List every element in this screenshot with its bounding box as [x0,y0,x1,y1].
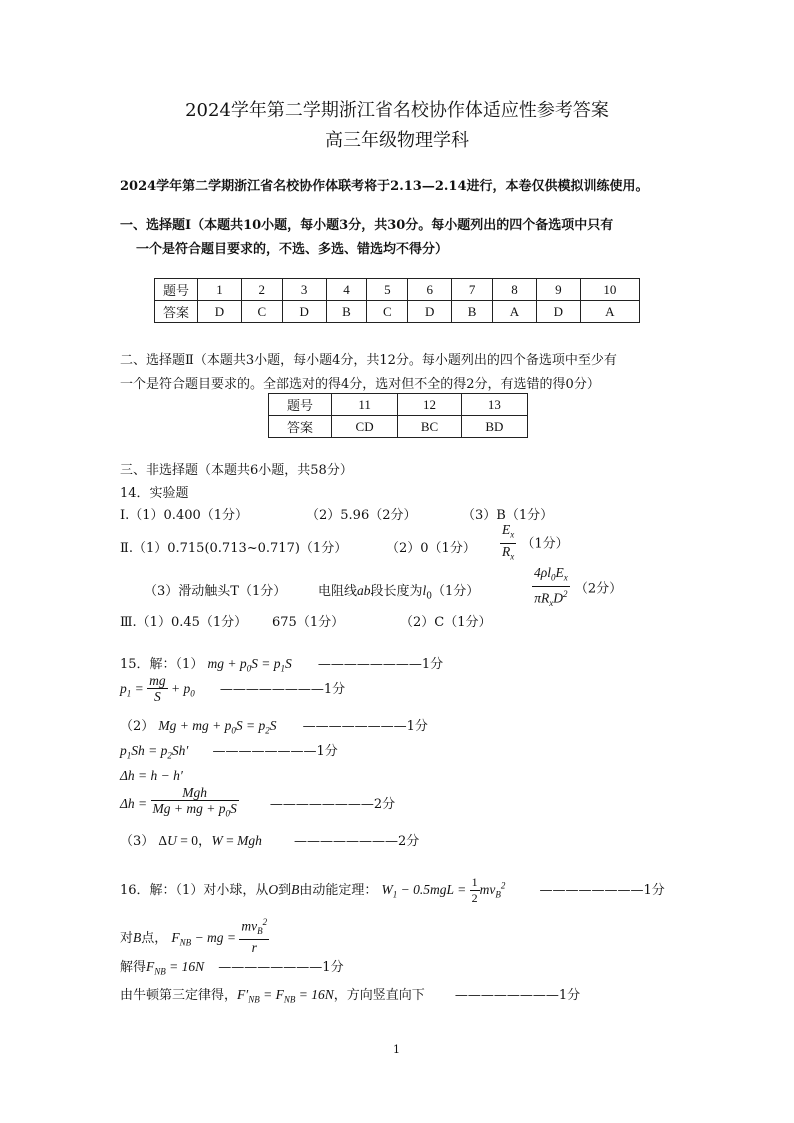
page-subtitle: 高三年级物理学科 [325,130,469,151]
q16-line3: 解得$F_{NB} = 16N$ ————————1分 [120,959,344,977]
answer-cell: A [493,301,537,323]
answer-cell: C [241,301,282,323]
question-number: 3 [282,279,326,301]
q15-line4: $p_1Sh = p_2Sh'$ ————————1分 [120,743,338,761]
q15-line7: （3） ΔU = 0，W = Mgh ————————2分 [120,833,420,849]
question-number: 8 [493,279,537,301]
q14-II-3-score: （2分） [574,581,623,597]
section2-heading-line1: 二、选择题Ⅱ（本题共3小题，每小题4分，共12分。每小题列出的四个备选项中至少有 [120,353,617,368]
answer-cell: BC [398,416,462,438]
q14-II-3-formula: $\frac{4\rho l_0E_x}{\pi R_xD^2}$ （2分） [534,565,623,608]
q16-line4: 由牛顿第三定律得，$F'_{NB} = F_{NB} = 16N$，方向竖直向下 ————————1分 [120,987,581,1005]
q14-III-3: （2）C（1分） [400,615,492,630]
q14-I-1: Ⅰ.（1）0.400（1分） [120,508,249,523]
table-row [155,301,640,323]
answer-cell: B [452,301,493,323]
section3-heading: 三、非选择题（本题共6小题，共58分） [120,463,353,478]
question-number: 12 [398,394,462,416]
q14-II-1: Ⅱ.（1）0.715(0.713~0.717)（1分） [120,541,348,556]
q14-III-1: Ⅲ.（1）0.45（1分） [120,615,248,630]
question-number: 5 [367,279,408,301]
section2-heading-line2: 一个是符合题目要求的。全部选对的得4分，选对但不全的得2分，有选错的得0分） [120,377,600,392]
question-number: 13 [461,394,527,416]
table-row [269,394,528,416]
question-number: 7 [452,279,493,301]
page-title: 2024学年第二学期浙江省名校协作体适应性参考答案 [185,100,609,121]
question-number: 1 [198,279,242,301]
section1-heading-line1: 一、选择题Ⅰ（本题共10小题，每小题3分，共30分。每小题列出的四个备选项中只有 [120,218,614,233]
q15-line6: Δh = $\frac{\text{Mgh}}{Mg + mg + p_0S}$ ————————2分 [120,785,396,819]
table-header-cell: 答案 [155,301,198,323]
section1-heading-line2: 一个是符合题目要求的，不选、多选、错选均不得分） [136,242,449,257]
answer-cell: B [326,301,367,323]
table-header-cell: 题号 [269,394,332,416]
q15-line2: $p_1$ = $\frac{mg}{S}$ + $p_0$ ————————1分 [120,673,346,704]
table-row [269,416,528,438]
question-number: 10 [580,279,639,301]
q14-title: 14．实验题 [120,486,189,501]
answer-cell: D [536,301,580,323]
section2-answer-table [268,393,528,438]
answer-cell: D [408,301,452,323]
section1-answer-table [154,278,640,323]
q14-II-3b: 电阻线ab段长度为$l_0(1$分） [318,583,480,602]
q14-II-2-formula: $\frac{E_x}{R_x}$ （1分） [502,522,569,562]
q15-line3: （2） Mg + mg + $p_0S = p_2S$ ————————1分 [120,718,428,736]
q14-II-2-score: （1分） [521,536,569,552]
answer-cell: D [282,301,326,323]
table-header-cell: 题号 [155,279,198,301]
page-number: 1 [393,1043,400,1056]
answer-cell: D [198,301,242,323]
exam-notice: 2024学年第二学期浙江省名校协作体联考将于2.13—2.14进行，本卷仅供模拟训练使用。 [120,179,649,194]
q15-line5: Δh = h − h′ [120,768,183,783]
answer-cell: A [580,301,639,323]
q15-line1: 15．解：（1） mg + $p_0S = p_1S$ ————————1分 [120,656,444,674]
q16-line1: 16．解：（1）对小球，从O到B由动能定理： $W_1 - 0.5mgL$ = $\frac{1}{2}$ $mv_B^2$ ————————1分 [120,875,665,905]
q14-I-3: （3）B（1分） [462,508,554,523]
q14-II-3: （3）滑动触头T（1分） [144,584,287,599]
table-row [155,279,640,301]
question-number: 11 [332,394,398,416]
q14-I-2: （2）5.96（2分） [306,508,417,523]
question-number: 9 [536,279,580,301]
question-number: 2 [241,279,282,301]
answer-cell: CD [332,416,398,438]
table-header-cell: 答案 [269,416,332,438]
question-number: 4 [326,279,367,301]
q14-III-2: 675（1分） [272,615,345,630]
answer-cell: C [367,301,408,323]
q14-II-2: （2）0（1分） [386,541,476,556]
q16-line2: 对B点， $F_{NB}$ − mg = $\frac{mv_B^2}{r}$ [120,917,268,956]
question-number: 6 [408,279,452,301]
answer-cell: BD [461,416,527,438]
